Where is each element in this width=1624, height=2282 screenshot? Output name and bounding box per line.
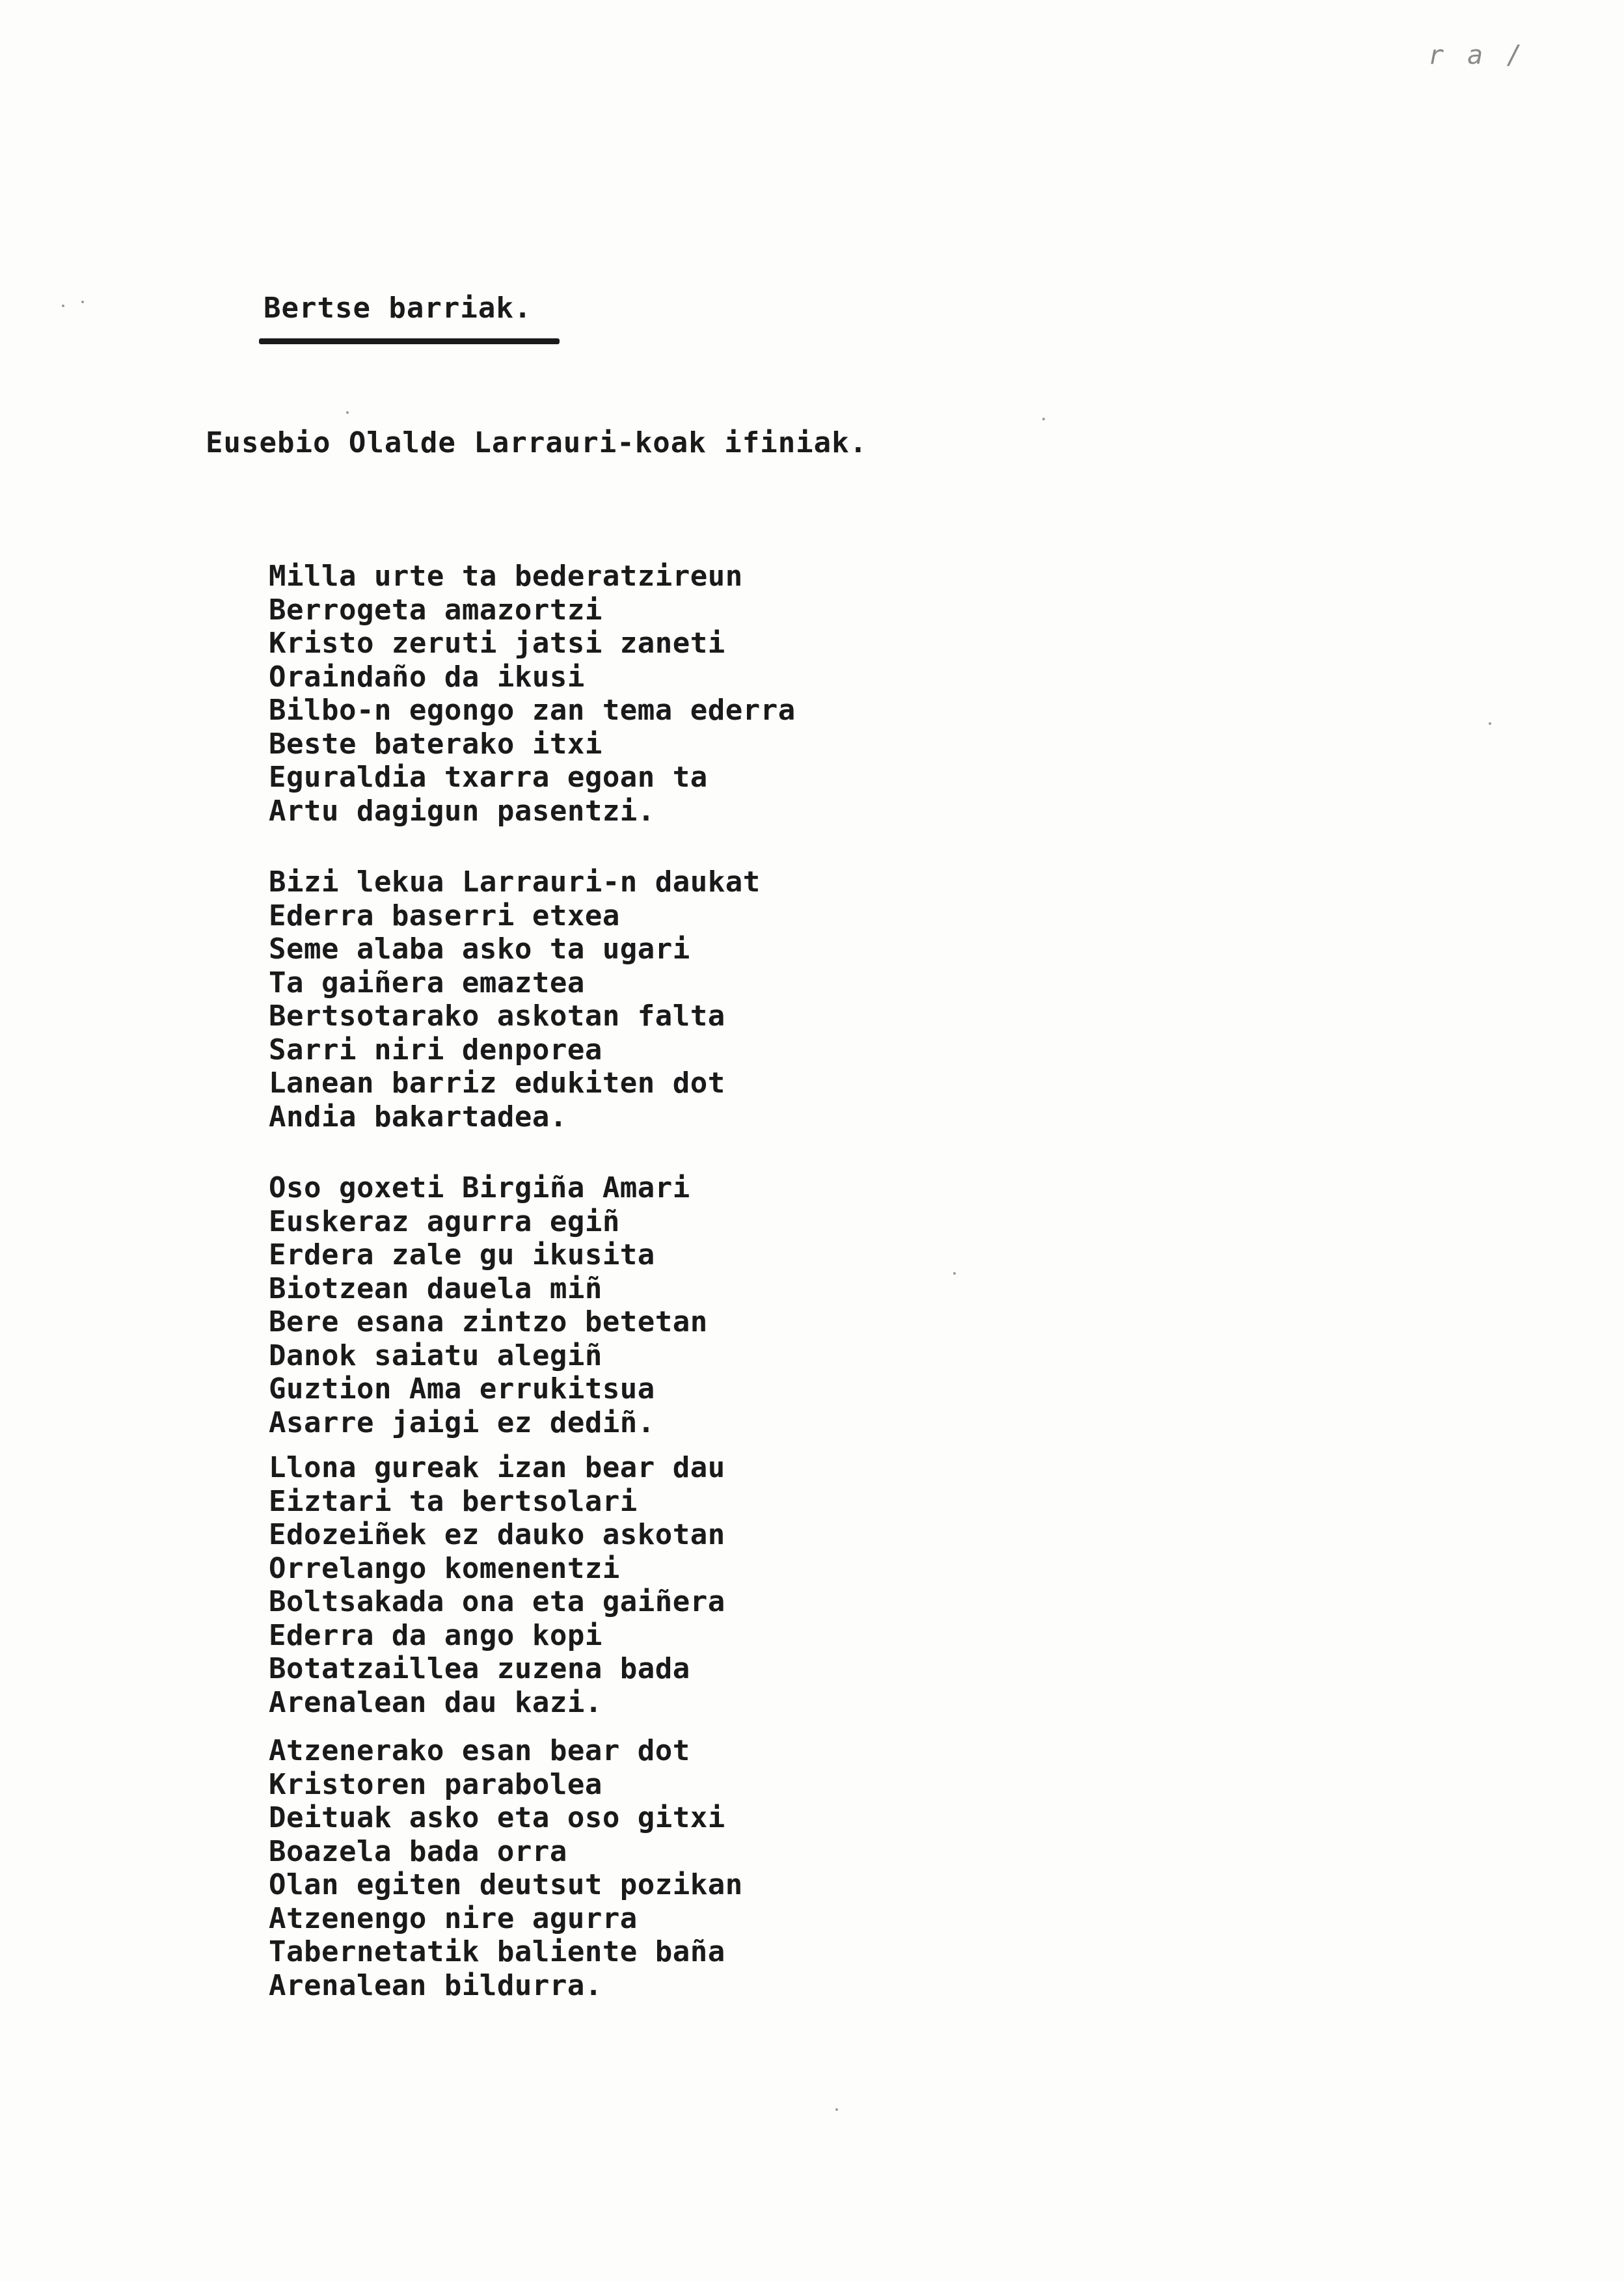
scan-speck xyxy=(1489,722,1491,725)
scan-speck xyxy=(81,301,84,303)
verse-line: Boazela bada orra xyxy=(269,1834,567,1868)
stanza-3 xyxy=(269,1171,708,1439)
verse-line: Erdera zale gu ikusita xyxy=(269,1238,655,1271)
verse-line: Beste baterako itxi xyxy=(269,727,602,761)
verse-line: Edozeiñek ez dauko askotan xyxy=(269,1518,725,1551)
verse-line: Boltsakada ona eta gaiñera xyxy=(269,1585,725,1618)
scan-speck xyxy=(62,305,64,307)
author-line: Eusebio Olalde Larrauri-koak ifiniak. xyxy=(206,426,868,459)
verse-line: Bere esana zintzo betetan xyxy=(269,1305,708,1338)
stanza-1 xyxy=(269,560,796,828)
verse-line: Arenalean dau kazi. xyxy=(269,1685,602,1719)
verse-line: Eguraldia txarra egoan ta xyxy=(269,761,708,794)
stanza-2 xyxy=(269,865,761,1134)
verse-line: Euskeraz agurra egiñ xyxy=(269,1204,620,1238)
verse-line: Bilbo-n egongo zan tema ederra xyxy=(269,694,796,727)
verse-line: Biotzean dauela miñ xyxy=(269,1271,602,1305)
verse-line: Berrogeta amazortzi xyxy=(269,593,602,627)
verse-line: Artu dagigun pasentzi. xyxy=(269,794,655,828)
verse-line: Lanean barriz edukiten dot xyxy=(269,1066,725,1100)
verse-line: Oraindaño da ikusi xyxy=(269,660,585,694)
verse-line: Olan egiten deutsut pozikan xyxy=(269,1868,743,1901)
verse-line: Bertsotarako askotan falta xyxy=(269,999,725,1033)
verse-line: Danok saiatu alegiñ xyxy=(269,1338,602,1372)
scan-speck xyxy=(1042,418,1045,420)
verse-line: Botatzaillea zuzena bada xyxy=(269,1652,690,1685)
verse-line: Oso goxeti Birgiña Amari xyxy=(269,1171,690,1204)
verse-line: Milla urte ta bederatzireun xyxy=(269,560,743,593)
scan-speck xyxy=(346,411,349,414)
verse-line: Sarri niri denporea xyxy=(269,1033,602,1066)
verse-line: Deituak asko eta oso gitxi xyxy=(269,1801,725,1834)
verse-line: Ta gaiñera emaztea xyxy=(269,966,585,999)
scan-speck xyxy=(835,2108,838,2111)
verse-line: Ederra baserri etxea xyxy=(269,899,620,932)
poem-title: Bertse barriak. xyxy=(264,292,532,325)
verse-line: Orrelango komenentzi xyxy=(269,1551,620,1585)
verse-line: Asarre jaigi ez dediñ. xyxy=(269,1406,655,1439)
verse-line: Ederra da ango kopi xyxy=(269,1618,602,1652)
verse-line: Bizi lekua Larrauri-n daukat xyxy=(269,865,761,899)
verse-line: Seme alaba asko ta ugari xyxy=(269,932,690,966)
verse-line: Atzenerako esan bear dot xyxy=(269,1734,690,1767)
verse-line: Kristo zeruti jatsi zaneti xyxy=(269,627,725,660)
stanza-5 xyxy=(269,1734,743,2002)
verse-line: Atzenengo nire agurra xyxy=(269,1901,638,1935)
verse-line: Llona gureak izan bear dau xyxy=(269,1451,725,1484)
verse-line: Kristoren parabolea xyxy=(269,1767,602,1801)
title-underline xyxy=(259,338,560,344)
verse-line: Tabernetatik baliente baña xyxy=(269,1935,725,1968)
verse-line: Arenalean bildurra. xyxy=(269,1968,602,2002)
archive-mark: r a / xyxy=(1428,40,1526,70)
stanza-4 xyxy=(269,1451,725,1719)
scan-speck xyxy=(953,1272,956,1275)
verse-line: Guztion Ama errukitsua xyxy=(269,1372,655,1406)
verse-line: Eiztari ta bertsolari xyxy=(269,1484,638,1518)
verse-line: Andia bakartadea. xyxy=(269,1100,567,1134)
